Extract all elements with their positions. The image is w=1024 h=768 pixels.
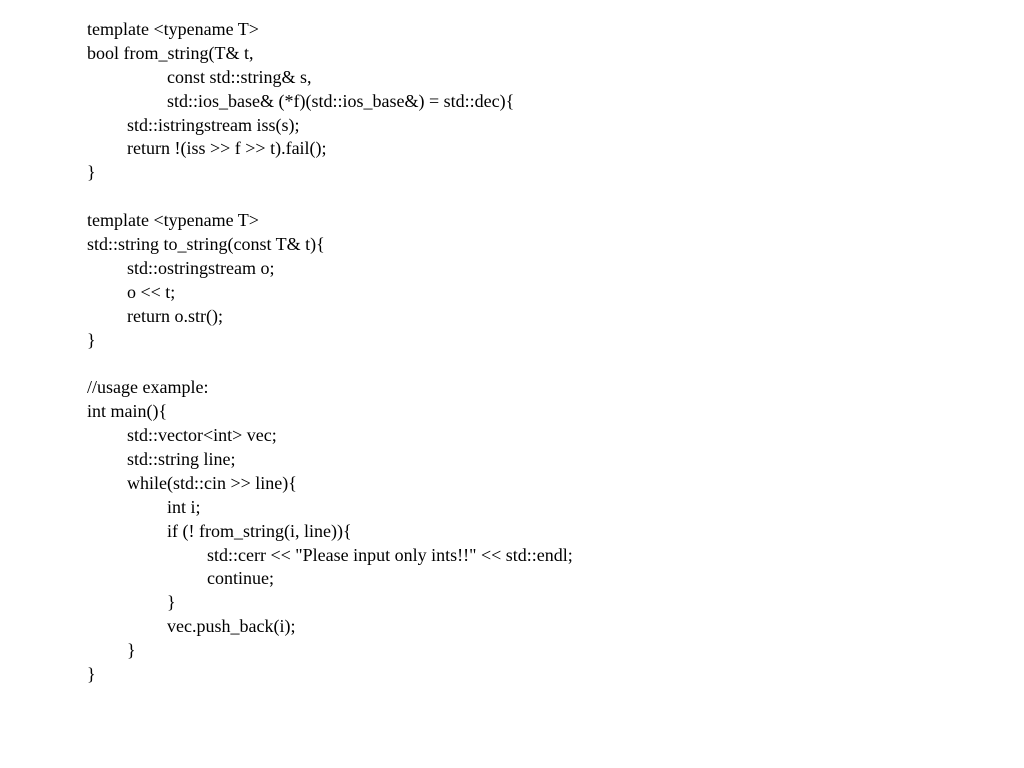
code-listing xyxy=(87,18,573,687)
code-line: } xyxy=(87,329,96,350)
code-line: } xyxy=(167,592,176,613)
blank-line xyxy=(87,352,573,376)
code-line: //usage example: xyxy=(87,377,209,398)
code-line: return o.str(); xyxy=(127,305,223,326)
code-line: o << t; xyxy=(127,281,176,302)
code-line: std::istringstream iss(s); xyxy=(127,114,300,135)
code-line: while(std::cin >> line){ xyxy=(127,472,297,493)
code-line: std::ostringstream o; xyxy=(127,257,275,278)
code-line: std::string to_string(const T& t){ xyxy=(87,234,325,255)
code-line: bool from_string(T& t, xyxy=(87,42,254,63)
code-line: } xyxy=(87,664,96,685)
code-line: const std::string& s, xyxy=(167,66,312,87)
code-line: template <typename T> xyxy=(87,19,259,39)
code-line: std::ios_base& (*f)(std::ios_base&) = std::dec){ xyxy=(167,90,515,111)
code-line: vec.push_back(i); xyxy=(167,616,296,637)
code-line: std::cerr << "Please input only ints!!" << std::endl; xyxy=(207,544,573,565)
code-line: continue; xyxy=(207,568,274,589)
code-line: } xyxy=(127,640,136,661)
code-line: std::string line; xyxy=(127,449,236,470)
code-line: int main(){ xyxy=(87,401,168,422)
blank-line xyxy=(87,185,573,209)
code-line: std::vector<int> vec; xyxy=(127,425,277,446)
code-line: template <typename T> xyxy=(87,210,259,231)
code-line: } xyxy=(87,162,96,183)
code-line: if (! from_string(i, line)){ xyxy=(167,520,352,541)
code-line: return !(iss >> f >> t).fail(); xyxy=(127,138,327,159)
code-line: int i; xyxy=(167,496,201,517)
